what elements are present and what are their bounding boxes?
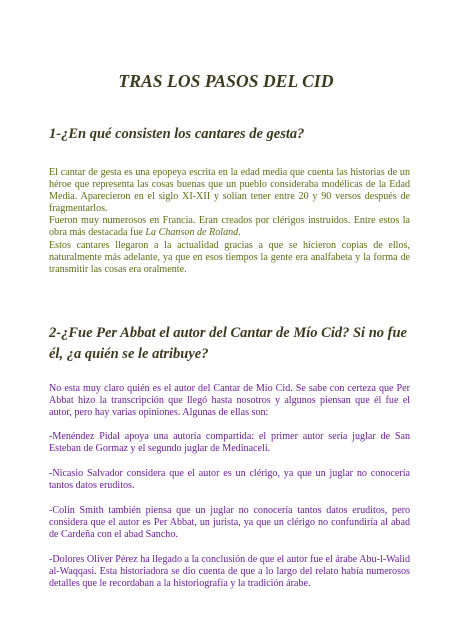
work-title-emphasis: La Chanson de Roland [145, 227, 239, 239]
period: . [238, 227, 241, 239]
opinion-item [49, 505, 410, 541]
section-1-paragraph-text: Fueron muy numerosos en Francia. Eran creados por clérigos instruidos. Entre estos la obra más destacada fue [49, 215, 410, 239]
opinion-item [49, 431, 410, 455]
section-2-heading: 2-¿Fue Per Abbat el autor del Cantar de Mío Cid? Si no fue él, ¿a quién se le atribuye? [49, 325, 407, 362]
opinion-item [49, 468, 410, 492]
opinion-paragraph: -Nicasio Salvador considera que el autor es un clérigo, ya que un juglar no conocería tantos datos eruditos. [49, 468, 410, 492]
section-1-paragraph: El cantar de gesta es una epopeya escrita en la edad media que cuenta las historias de un héroe que representa las cosas buenas que un pueblo consideraba modélicas de la Edad Media. Aparecieron en el siglo XI-XII y solían tener entre 20 y 90 versos después de fragmentarlos. [49, 167, 410, 215]
opinion-paragraph: -Menéndez Pidal apoya una autoría compartida: el primer autor sería juglar de San Esteban de Gormaz y el segundo juglar de Medinaceli. [49, 431, 410, 455]
section-2-intro-paragraph: No esta muy claro quién es el autor del Cantar de Mío Cid. Se sabe con certeza que Per Abbat hizo la transcripción que llegó hasta nosotros y algunos piensan que él fue el autor, pero hay varias opiniones. Algunas de ellas son: [49, 383, 410, 419]
opinion-item [49, 554, 410, 590]
opinion-paragraph: -Dolores Oliver Pérez ha llegado a la conclusión de que el autor fue el árabe Abu-l-Walid al-Waqqasi. Esta historiadora se dio cuenta de que a lo largo del relato había numerosos detalles que le recordaban a la historiografía y la tradición árabe. [49, 554, 410, 590]
section-1-paragraph [49, 215, 410, 239]
section-1-paragraph: Estos cantares llegaron a la actualidad gracias a que se hicieron copias de ellos, naturalmente más adelante, ya que en esos tiempos la gente era analfabeta y la forma de transmitir las cosas era oralmente. [49, 239, 410, 275]
section-1-body [49, 167, 410, 276]
section-2-intro [49, 383, 410, 419]
opinion-paragraph: -Colin Smith también piensa que un juglar no conocería tantos datos eruditos, pero considera que el autor es Per Abbat, un jurista, ya que un clérigo no confundiría al abad de Cardeña con el abad Sancho. [49, 505, 410, 541]
document-title: TRAS LOS PASOS DEL CID [118, 71, 334, 91]
section-1-heading: 1-¿En qué consisten los cantares de gesta? [49, 126, 305, 142]
